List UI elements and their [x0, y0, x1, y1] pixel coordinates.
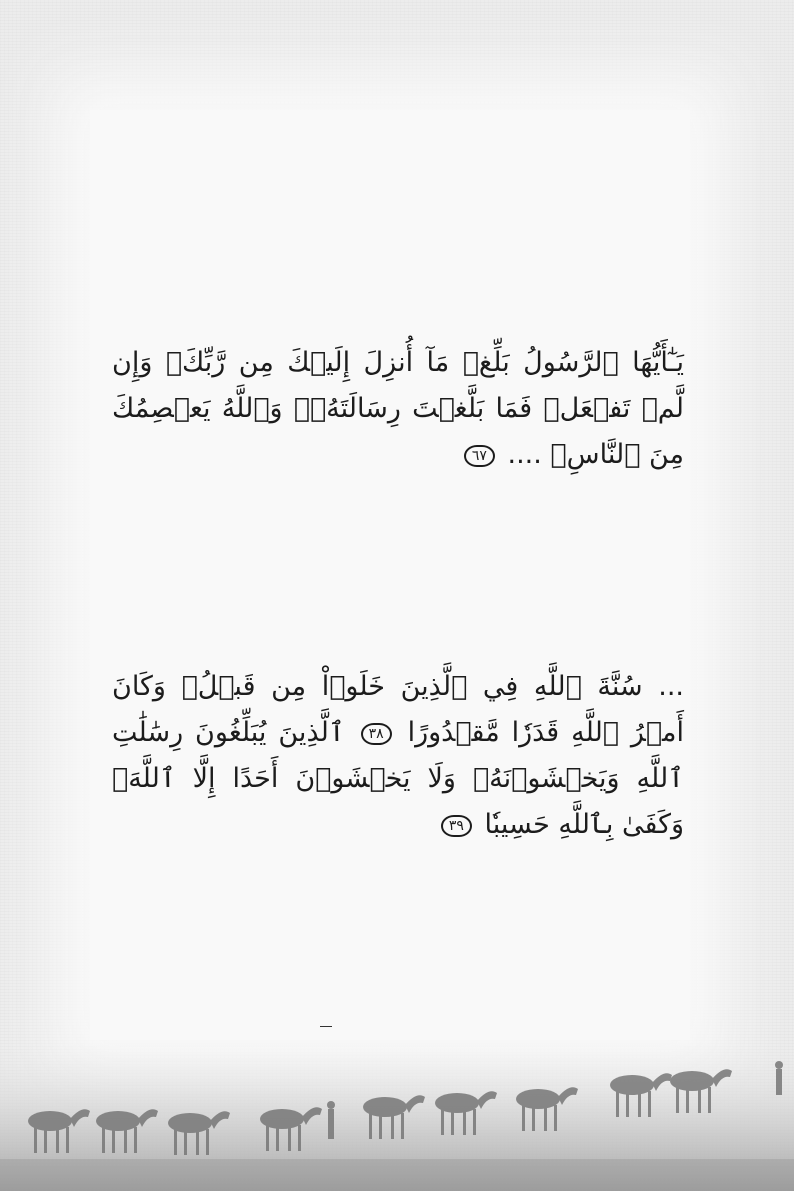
- page-marker: [320, 1026, 332, 1028]
- verse-block-67: [112, 340, 684, 478]
- verse-line: وَٱللَّهُ يَعۡصِمُكَ مِنَ ٱلنَّاسِۗ ....: [112, 393, 684, 470]
- verse-line: يَـٰٓأَيُّهَا ٱلرَّسُولُ بَلِّغۡ مَآ أُنزِلَ إِلَيۡكَ مِن رَّبِّكَۖ وَإِن لَّمۡ تَفۡعَلۡ فَمَا بَلَّغۡتَ رِسَالَتَهُۥۚ: [112, 347, 684, 424]
- verse-line: ٱلَّذِينَ يُبَلِّغُونَ رِسَٰلَٰتِ ٱللَّهِ وَيَخۡشَوۡنَهُۥ وَلَا يَخۡشَوۡنَ أَحَدًا إِلَّا ٱللَّهَۗ وَكَفَىٰ: [112, 717, 684, 840]
- ayah-number-marker: ٣٨: [361, 723, 392, 745]
- verse-line: بِٱللَّهِ حَسِيبٗا: [484, 809, 614, 840]
- verse-block-38-39: [112, 664, 684, 848]
- ayah-number-marker: ٦٧: [464, 445, 495, 467]
- camel-caravan-illustration: [0, 1041, 794, 1191]
- verse-line: ... سُنَّةَ ٱللَّهِ فِي ٱلَّذِينَ خَلَوۡاْ مِن قَبۡلُۚ وَكَانَ أَمۡرُ ٱللَّهِ قَدَرٗا مَّقۡدُورًا: [112, 671, 684, 748]
- text-panel: [90, 110, 690, 1040]
- ayah-number-marker: ٣٩: [441, 815, 472, 837]
